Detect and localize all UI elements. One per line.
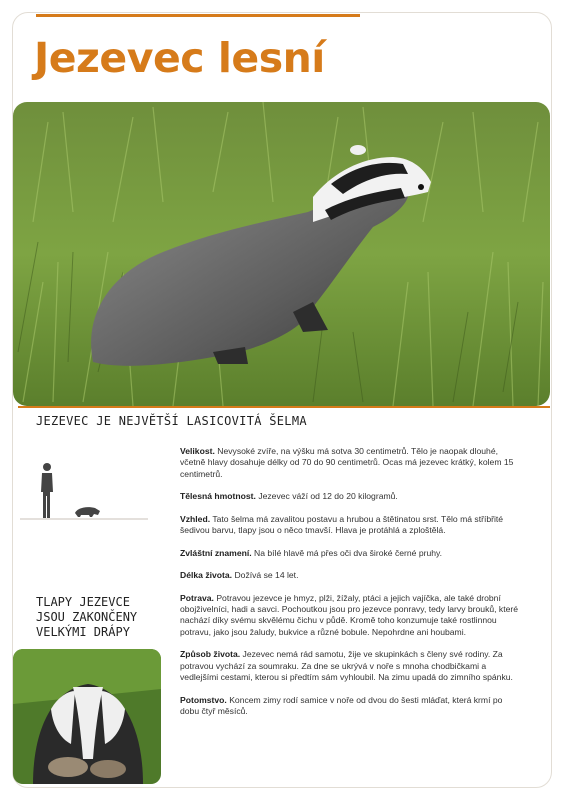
fact-weight: Tělesná hmotnost. Jezevec váží od 12 do 20 kilogramů. [180,491,398,502]
paws-caption-line-3: VELKÝMI DRÁPY [36,625,130,639]
paws-caption-line-2: JSOU ZAKONČENY [36,610,138,624]
hero-underline [18,406,550,408]
fact-lifestyle: Způsob života. Jezevec nemá rád samotu, žije ve skupinkách s členy své rodiny. Za potravou vychází za soumraku. Za dne se ukrývá v noře s mnoha chodbičkami a vedlejšími cestami, kterou si předtím sám vyhloubil. Na zimu upadá do zimního spánku. [180,649,513,682]
title-accent-line [36,14,360,17]
human-badger-size-comparison-icon [20,458,150,528]
fact-lifespan: Délka života. Dožívá se 14 let. [180,570,299,581]
fact-food: Potrava. Potravou jezevce je hmyz, plži, žížaly, ptáci a jejich vajíčka, ale také drobní obojživelníci, hadi a savci. Pochoutkou jsou pro jezevce ponravy, tedy larvy brouků, které nachází díky svému skvělému čichu v půdě. Kromě toho konzumuje také rostlinnou potravu, jako jsou žaludy, bukvice a různé bobule. Nepohrdne ani houbami. [180,592,519,637]
paws-caption [36,595,156,640]
badger-paws-photo [13,649,161,784]
page-title: Jezevec lesní [34,34,325,82]
fact-size: Velikost. Nevysoké zvíře, na výšku má sotva 30 centimetrů. Tělo je naopak dlouhé, včetně hlavy dosahuje délky od 70 do 90 centimetrů. Ocas má jezevec krátký, kolem 15 centimetrů. [180,446,514,479]
fact-special-marks: Zvláštní znamení. Na bílé hlavě má přes oči dva široké černé pruhy. [180,547,443,558]
fact-appearance: Vzhled. Tato šelma má zavalitou postavu a hrubou a štětinatou srst. Tělo má stříbřité šedivou barvu, tlapy jsou o něco tmavší. Hlava je protáhlá a zploštělá. [180,513,504,536]
fact-offspring: Potomstvo. Koncem zimy rodí samice v noře od dvou do šesti mláďat, která krmí po dobu čtyř měsíců. [180,694,503,716]
badger-photo [13,102,550,406]
tagline: JEZEVEC JE NEJVĚTŠÍ LASICOVITÁ ŠELMA [36,414,307,428]
paws-caption-line-1: TLAPY JEZEVCE [36,595,130,609]
badger-illustration [13,102,550,406]
facts-list [180,446,522,728]
